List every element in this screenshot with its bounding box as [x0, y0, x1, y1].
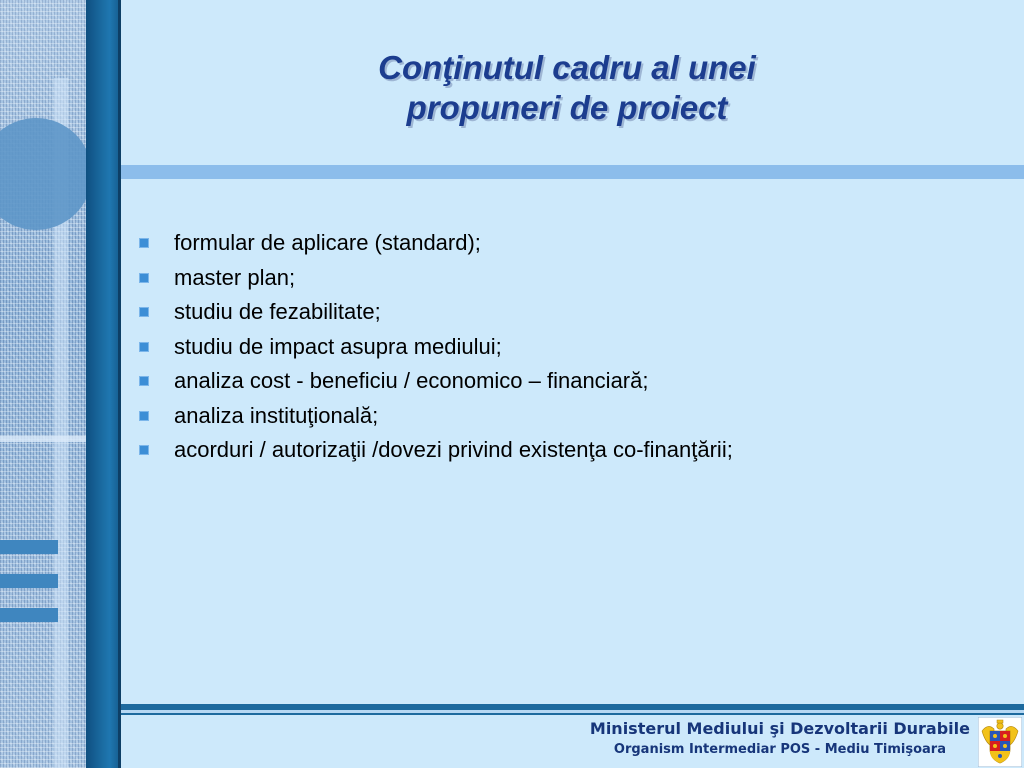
bullet-item: [136, 401, 996, 436]
square-bullet-icon: [139, 411, 149, 421]
bullet-item: [136, 435, 996, 470]
square-bullet-icon: [139, 273, 149, 283]
decorative-bar: [0, 608, 58, 622]
footer-organism: Organism Intermediar POS - Mediu Timişoara: [613, 742, 946, 757]
decorative-horizontal-stripe: [0, 436, 86, 442]
footer-caption: [590, 718, 970, 760]
footer-rule-lower: [121, 713, 1024, 715]
square-bullet-icon: [139, 445, 149, 455]
left-rail-edge: [118, 0, 121, 768]
decorative-bar: [0, 574, 58, 588]
footer-ministry: Ministerul Mediului şi Dezvoltarii Durabile: [589, 719, 970, 738]
texture-overlay: [0, 0, 86, 768]
slide-title-line-2: propuneri de proiect: [406, 89, 728, 126]
bullet-text: studiu de impact asupra mediului;: [174, 333, 502, 359]
bullet-item: [136, 297, 996, 332]
bullet-item: [136, 366, 996, 401]
bullet-text: analiza cost - beneficiu / economico – financiară;: [174, 368, 649, 393]
bullet-text: master plan;: [174, 264, 296, 290]
square-bullet-icon: [139, 238, 149, 248]
slide-title: [222, 48, 912, 128]
square-bullet-icon: [139, 376, 149, 386]
bullet-text: studiu de fezabilitate;: [174, 299, 381, 324]
bullet-text: formular de aplicare (standard);: [174, 230, 481, 255]
left-decorative-band: [0, 0, 86, 768]
bullet-item: [136, 228, 996, 263]
left-accent-rail: [86, 0, 120, 768]
bullet-text: acorduri / autorizaţii /dovezi privind existenţa co-finanţării;: [174, 437, 733, 462]
slide-title-line-1: Conţinutul cadru al unei: [378, 49, 756, 86]
bullet-list: [136, 228, 996, 470]
title-divider: [121, 165, 1024, 179]
square-bullet-icon: [139, 342, 149, 352]
bullet-item: [136, 332, 996, 367]
square-bullet-icon: [139, 307, 149, 317]
bullet-text: analiza instituţională;: [174, 402, 379, 428]
decorative-bar: [0, 540, 58, 554]
coat-of-arms-icon: [978, 717, 1022, 767]
bullet-item: [136, 263, 996, 298]
